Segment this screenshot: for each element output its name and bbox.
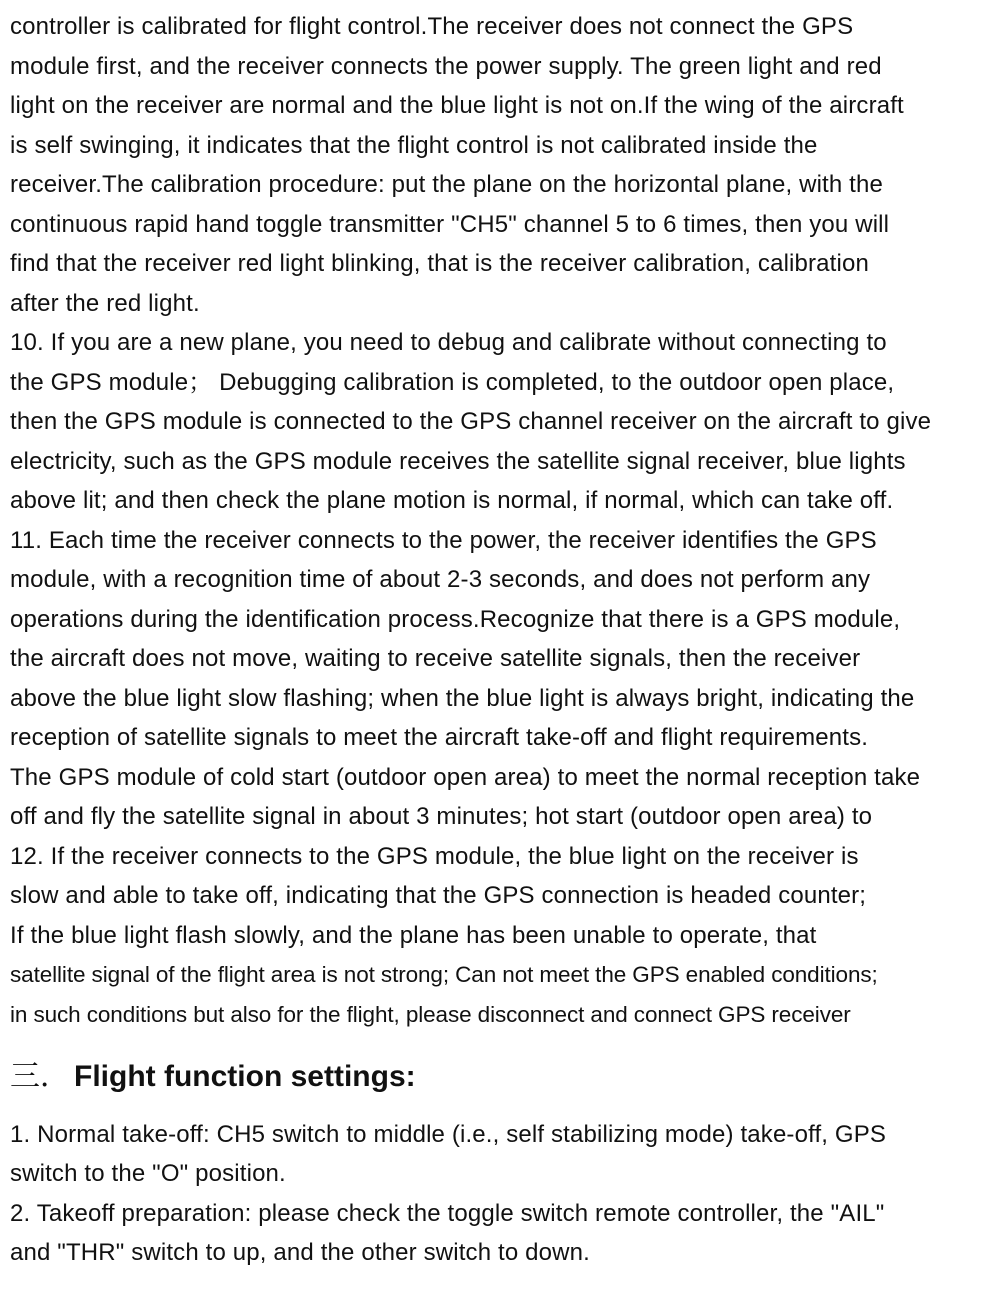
item-10-line: electricity, such as the GPS module receives the satellite signal receiver, blue lights: [10, 448, 906, 475]
paragraph-line: module first, and the receiver connects the power supply. The green light and red: [10, 53, 882, 80]
item-11-line: above the blue light slow flashing; when the blue light is always bright, indicating the: [10, 685, 915, 712]
item-12-line: in such conditions but also for the flight, please disconnect and connect GPS receiver: [10, 1002, 851, 1027]
setting-line: 1. Normal take-off: CH5 switch to middle (i.e., self stabilizing mode) take-off, GPS: [10, 1121, 887, 1148]
paragraph-line: is self swinging, it indicates that the flight control is not calibrated inside the: [10, 132, 818, 159]
item-10-line: 10. If you are a new plane, you need to debug and calibrate without connecting to: [10, 329, 887, 356]
paragraph-line: find that the receiver red light blinking, that is the receiver calibration, calibration: [10, 250, 869, 277]
item-12-line: satellite signal of the flight area is not strong; Can not meet the GPS enabled conditions;: [10, 962, 878, 987]
item-12-line: 12. If the receiver connects to the GPS module, the blue light on the receiver is: [10, 843, 859, 870]
item-10-line: the GPS module； Debugging calibration is completed, to the outdoor open place,: [10, 369, 895, 396]
setting-line: switch to the "O" position.: [10, 1160, 286, 1187]
paragraph-line: controller is calibrated for flight control.The receiver does not connect the GPS: [10, 13, 854, 40]
section-number: 三．: [10, 1059, 70, 1094]
item-10-line: above lit; and then check the plane motion is normal, if normal, which can take off.: [10, 487, 894, 514]
item-11-line: the aircraft does not move, waiting to receive satellite signals, then the receiver: [10, 645, 861, 672]
item-12-line: slow and able to take off, indicating that the GPS connection is headed counter;: [10, 882, 867, 909]
setting-line: 2. Takeoff preparation: please check the toggle switch remote controller, the "AIL": [10, 1200, 885, 1227]
item-11-line: 11. Each time the receiver connects to the power, the receiver identifies the GPS: [10, 527, 877, 554]
item-11-line: The GPS module of cold start (outdoor open area) to meet the normal reception take: [10, 764, 921, 791]
paragraph-line: light on the receiver are normal and the blue light is not on.If the wing of the aircraft: [10, 92, 904, 119]
item-11-line: module, with a recognition time of about 2-3 seconds, and does not perform any: [10, 566, 871, 593]
item-11-line: operations during the identification process.Recognize that there is a GPS module,: [10, 606, 901, 633]
paragraph-line: after the red light.: [10, 290, 200, 317]
section-title: Flight function settings:: [74, 1060, 416, 1093]
section-heading: [10, 1057, 416, 1097]
paragraph-line: receiver.The calibration procedure: put the plane on the horizontal plane, with the: [10, 171, 883, 198]
item-10-line: then the GPS module is connected to the GPS channel receiver on the aircraft to give: [10, 408, 932, 435]
item-12-line: If the blue light flash slowly, and the plane has been unable to operate, that: [10, 922, 817, 949]
paragraph-line: continuous rapid hand toggle transmitter "CH5" channel 5 to 6 times, then you will: [10, 211, 890, 238]
setting-line: and "THR" switch to up, and the other switch to down.: [10, 1239, 590, 1266]
item-11-line: reception of satellite signals to meet the aircraft take-off and flight requirements.: [10, 724, 869, 751]
item-11-line: off and fly the satellite signal in about 3 minutes; hot start (outdoor open area) to: [10, 803, 873, 830]
